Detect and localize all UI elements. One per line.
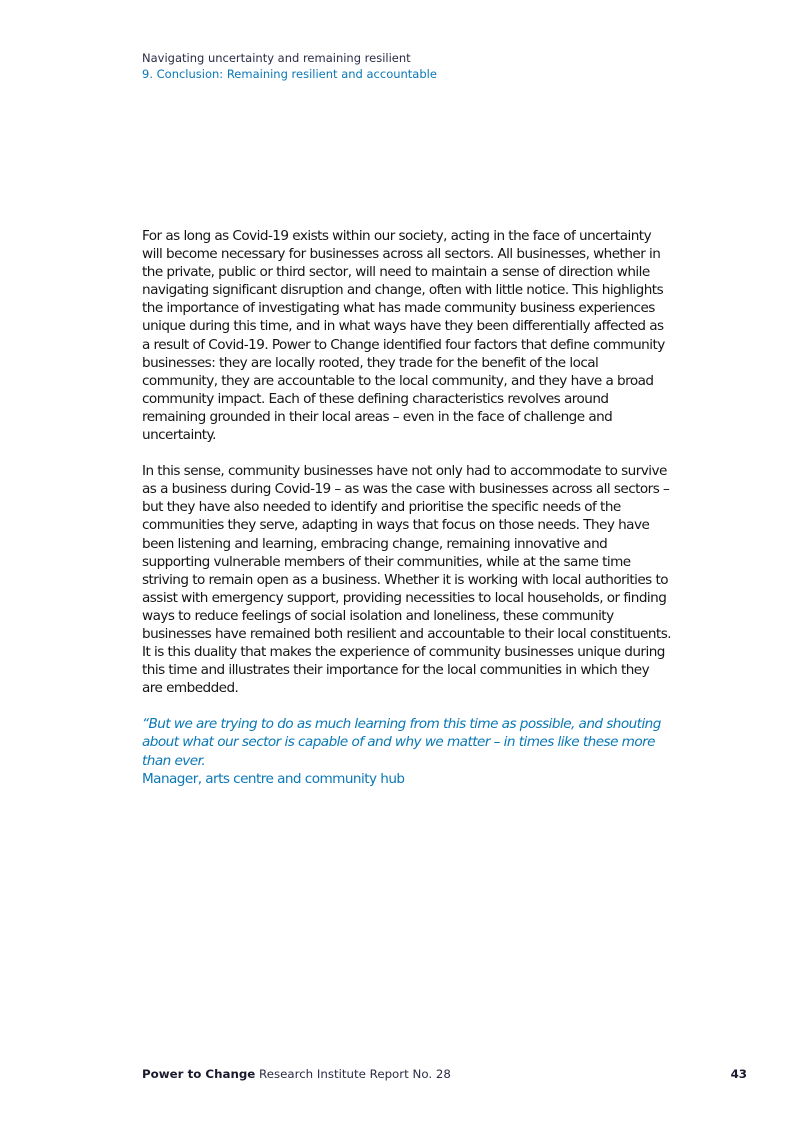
footer-report-name: Research Institute Report No. 28 — [255, 1067, 451, 1081]
main-content — [142, 227, 672, 788]
page-footer — [142, 1066, 747, 1082]
footer-org-name: Power to Change — [142, 1067, 256, 1081]
page-number: 43 — [730, 1067, 747, 1081]
paragraph-intro: For as long as Covid-19 exists within our society, acting in the face of uncertainty will become necessary for businesses across all sectors. All businesses, whether in the private, public or third sector, will need to maintain a sense of direction while navigating significant disruption and change, often with little notice. This highlights the importance of investigating what has made community business experiences unique during this time, and in what ways have they been differentially affected as a result of Covid-19. Power to Change identified four factors that define community businesses: they are locally rooted, they trade for the benefit of the local community, they are accountable to the local community, and they have a broad community impact. Each of these defining characteristics revolves around remaining grounded in their local areas – even in the face of challenge and uncertainty. — [142, 228, 665, 444]
pull-quote — [142, 715, 672, 787]
document-title: Navigating uncertainty and remaining resilient — [142, 51, 411, 65]
paragraph-community-businesses: In this sense, community businesses have not only had to accommodate to survive as a business during Covid-19 – as was the case with businesses across all sectors – but they have also needed to identify and prioritise the specific needs of the communities they serve, adapting in ways that focus on those needs. They have been listening and learning, embracing change, remaining innovative and supporting vulnerable members of their communities, while at the same time striving to remain open as a business. Whether it is working with local authorities to assist with emergency support, providing necessities to local households, or finding ways to reduce feelings of social isolation and loneliness, these community businesses have remained both resilient and accountable to their local constituents. It is this duality that makes the experience of community businesses unique during this time and illustrates their importance for the local communities in which they are embedded. — [142, 463, 672, 697]
quote-text: “But we are trying to do as much learning from this time as possible, and shouting about what our sector is capable of and why we matter – in times like these more than ever. — [142, 716, 661, 769]
section-title: 9. Conclusion: Remaining resilient and accountable — [142, 67, 437, 81]
quote-attribution: Manager, arts centre and community hub — [142, 770, 405, 787]
running-header — [142, 50, 742, 82]
